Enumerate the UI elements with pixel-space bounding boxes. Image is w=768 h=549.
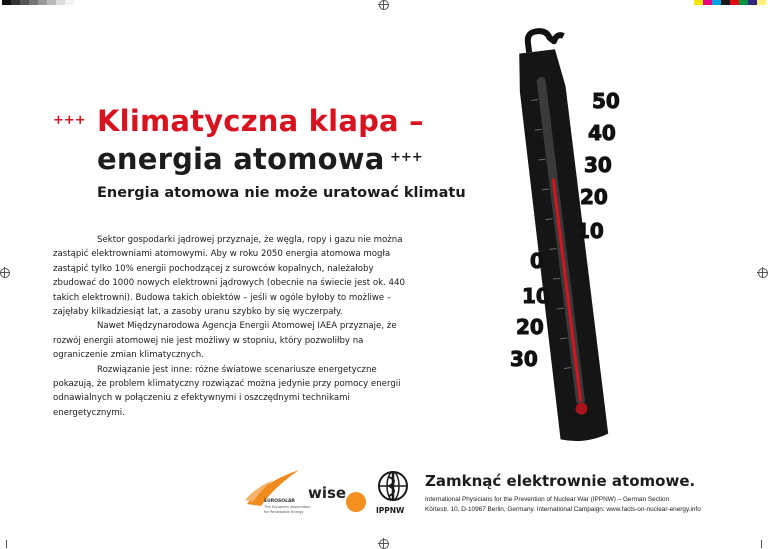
scale-label: 40 [588, 121, 616, 145]
scale-label: 10 [522, 284, 550, 308]
scale-label: 20 [516, 315, 544, 339]
wise-logo [308, 484, 368, 514]
scale-label: 10 [576, 219, 604, 243]
crop-mark [761, 540, 762, 548]
globe-icon [377, 470, 409, 502]
page-subtitle: Energia atomowa nie może uratować klimatu [97, 185, 466, 201]
organization-line: International Physicians for the Prevention of Nuclear War (IPPNW) – German Section [425, 496, 670, 503]
registration-mark-left [0, 268, 10, 278]
body-paragraph: Sektor gospodarki jądrowej przyznaje, że węgla, ropy i gazu nie można zastąpić elektrowniami atomowymi. Aby w roku 2050 energia atomowa mogła zastąpić tylko 10% energii pochodzącej z surowców kopalnych, należałoby zbudować do 1000 nowych elektrowni jądrowych (obecnie na świecie jest ok. 440 takich elektrowni). Budowa takich obiektów – jeśli w ogóle byłoby to możliwe – zajęłaby kilkadziesiąt lat, a zasoby uranu szybko by się wyczerpały. [53, 235, 405, 318]
page-title-line2: energia atomowa [97, 142, 385, 176]
scale-label: 50 [592, 89, 620, 113]
registration-mark-top [379, 0, 389, 10]
registration-mark-right [758, 268, 768, 278]
ippnw-wordmark: IPPNW [376, 506, 405, 515]
thermometer-illustration [500, 28, 620, 448]
eurosolar-name: EUROSOLAR [264, 499, 295, 504]
campaign-slogan: Zamknąć elektrownie atomowe. [425, 472, 696, 490]
ippnw-logo [376, 470, 410, 516]
eurosolar-logo [243, 470, 311, 516]
eurosolar-tagline: The European Association [264, 505, 311, 509]
scale-label: 0 [530, 249, 544, 273]
grayscale-color-bar [2, 0, 74, 5]
body-paragraph: Rozwiązanie jest inne: różne światowe scenariusze energetyczne pokazują, że problem klimatyczny rozwiązać można jedynie przy pomocy energii odnawialnych w połączeniu z efektywnymi i oszczędnymi technikami energetycznymi. [53, 364, 401, 418]
scale-label: 30 [510, 347, 538, 371]
title-prefix-marks: +++ [53, 113, 86, 128]
page-title-line1: Klimatyczna klapa – [97, 104, 424, 138]
address-line: Körtestr. 10, D-10967 Berlin, Germany. International Campaign: www.facts-on-nuclear-energy.info [425, 506, 701, 513]
scale-label: 30 [584, 153, 612, 177]
crop-mark [6, 540, 7, 548]
scale-label: 20 [580, 185, 608, 209]
eurosolar-tagline: for Renewable Energy [264, 510, 304, 514]
wise-sun-icon [346, 492, 366, 512]
body-paragraph: Nawet Międzynarodowa Agencja Energii Atomowej IAEA przyznaje, że rozwój energii atomowej nie jest możliwy w stopniu, który pozwoliłby na ograniczenie zmian klimatycznych. [53, 321, 397, 361]
title-suffix-marks: +++ [390, 150, 423, 165]
cmyk-color-bar [694, 0, 766, 5]
wise-wordmark: wise [308, 484, 347, 502]
body-text [53, 233, 408, 420]
